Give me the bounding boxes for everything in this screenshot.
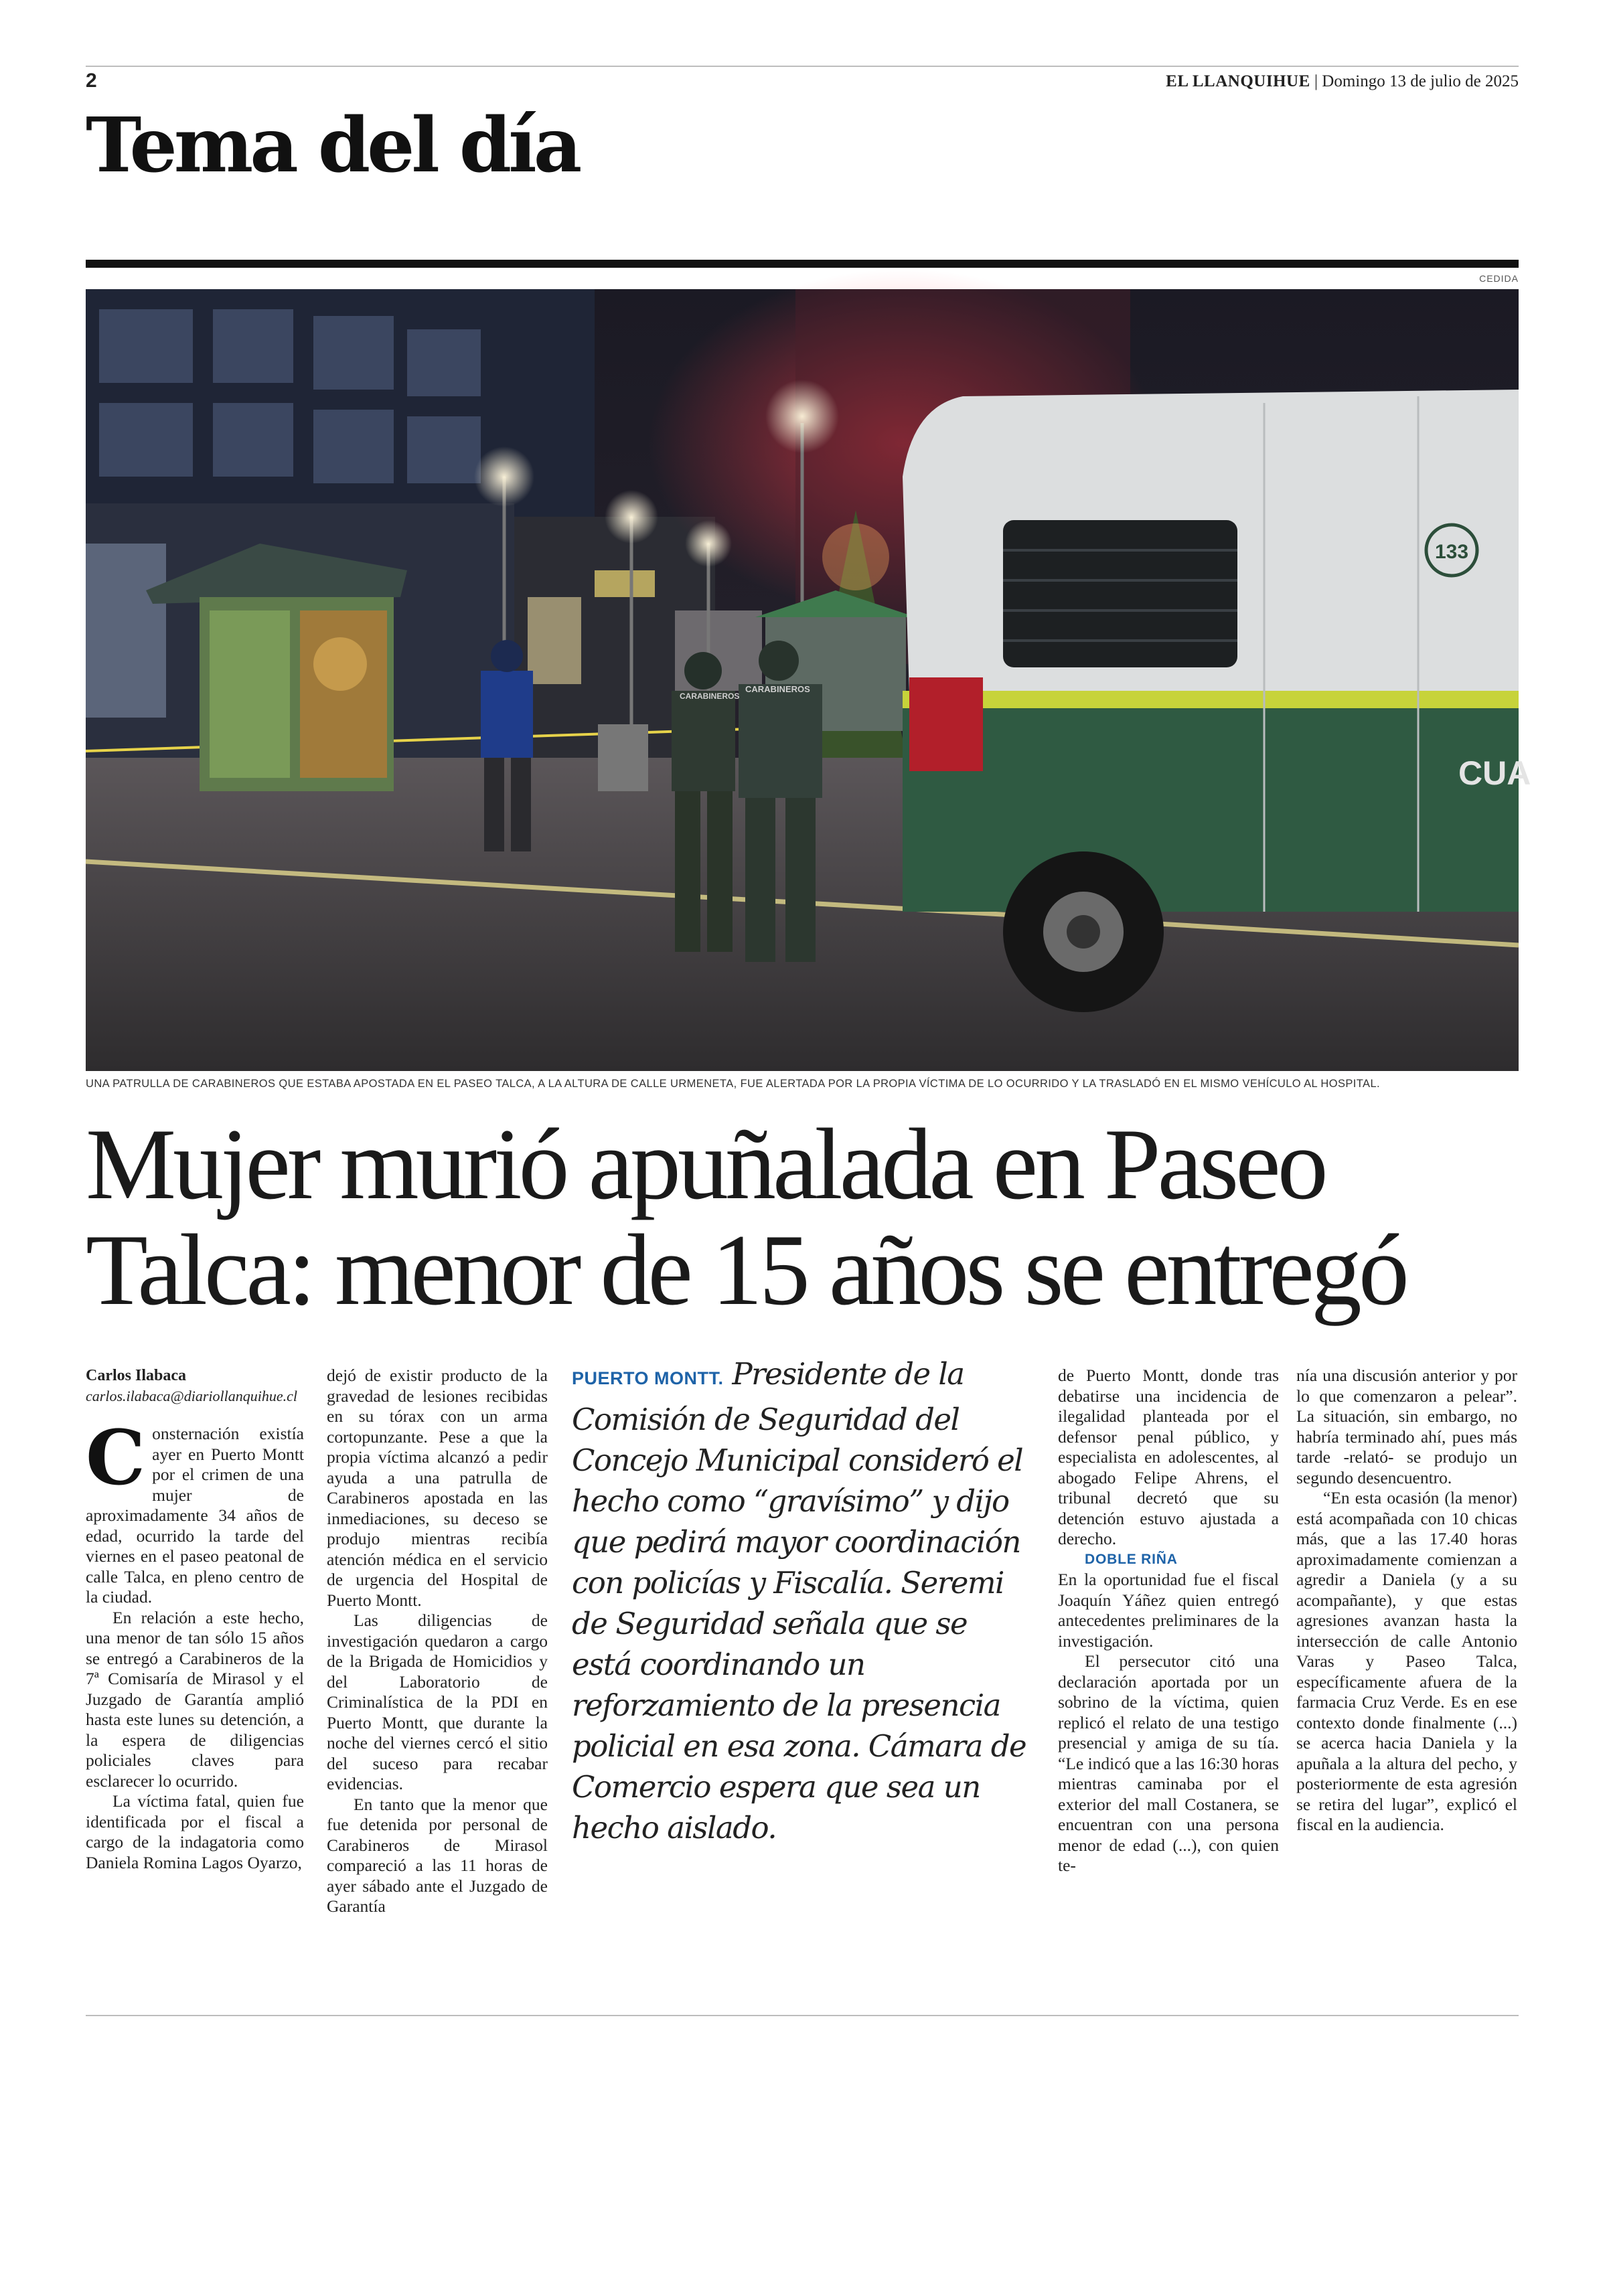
paragraph: de Puerto Montt, donde tras debatirse una incidencia de ilegalidad planteada por el defensor penal público, y especialista en adolescentes, al abogado Felipe Ahrens, el tribunal decretó que su detención estuvo ajustada a derecho. xyxy=(1058,1366,1279,1548)
paragraph: dejó de existir producto de la gravedad de lesiones recibidas en su tórax con un arma cortopunzante. Pese a que la propia víctima alcanzó a pedir ayuda a una patrulla de Carabineros apostada en las inmediaciones, su deceso se produjo mientras recibía atención médica en el servicio de urgencia del Hospital de Puerto Montt. xyxy=(327,1366,548,1610)
issue-date: Domingo 13 de julio de 2025 xyxy=(1322,72,1519,90)
photo-caption: UNA PATRULLA DE CARABINEROS QUE ESTABA APOSTADA EN EL PASEO TALCA, A LA ALTURA DE CALLE URMENETA, FUE ALERTADA POR LA PROPIA VÍCTIMA DE LO OCURRIDO Y LA TRASLADÓ EN EL MISMO VEHÍCULO AL HOSPITAL. xyxy=(86,1078,1380,1090)
paragraph: La víctima fatal, quien fue identificada por el fiscal a cargo de la indagatoria como Daniela Romina Lagos Oyarzo, xyxy=(86,1791,304,1872)
paragraph: Las diligencias de investigación quedaron a cargo de la Brigada de Homicidios y del Laboratorio de Criminalística de la PDI en Puerto Montt, que durante la noche del viernes cercó el sitio del suceso para recabar evidencias. xyxy=(327,1611,548,1793)
masthead-date xyxy=(1166,72,1519,91)
paragraph: nía una discusión anterior y por lo que comenzaron a pelear”. La situación, sin embargo, no habría terminado ahí, pues más tarde -relató- se produjo un segundo desencuentro. xyxy=(1296,1366,1517,1487)
news-photo xyxy=(86,289,1531,1071)
bottom-rule xyxy=(86,2015,1519,2016)
paragraph: “En esta ocasión (la menor) está acompañada con 10 chicas más, que a las 17.40 horas aproximadamente comienzan a agredir a Daniela (y a su acompañante), y que estas agresiones avanzan hasta la intersección de calle Antonio Varas y Paseo Talca, específicamente afuera de la farmacia Cruz Verde. Es en ese contexto donde finalmente (...) se acerca hacia Daniela y la apuñala a la altura del pecho, y posteriormente de esta agresión se retira del lugar”, explicó el fiscal en la audiencia. xyxy=(1296,1488,1517,1834)
section-rule xyxy=(86,260,1519,268)
article-column-4 xyxy=(1058,1366,1279,1876)
byline: Carlos Ilabaca xyxy=(86,1367,186,1384)
author-email: carlos.ilabaca@diariollanquihue.cl xyxy=(86,1387,297,1404)
paragraph: En la oportunidad fue el fiscal Joaquín Yáñez quien entregó antecedentes preliminares de la investigación. xyxy=(1058,1570,1279,1651)
headline-line-1: Mujer murió apuñalada en Paseo xyxy=(86,1108,1325,1220)
article-lead xyxy=(572,1354,1034,1848)
paragraph: En tanto que la menor que fue detenida por personal de Carabineros de Mirasol compareció a las 11 horas de ayer sábado ante el Juzgado de Garantía xyxy=(327,1794,548,1916)
headline-line-2: Talca: menor de 15 años se entregó xyxy=(86,1214,1406,1326)
subhead: DOBLE RIÑA xyxy=(1085,1551,1178,1567)
paragraph: En relación a este hecho, una menor de tan sólo 15 años se entregó a Carabineros de la 7ª Comisaría de Mirasol y el Juzgado de Garantía amplió hasta este lunes su detención, a la espera de diligencias policiales claves para esclarecer lo ocurrido. xyxy=(86,1607,304,1791)
paragraph: Consternación existía ayer en Puerto Montt por el crimen de una mujer de aproximadamente 34 años de edad, ocurrido la tarde del viernes en el paseo peatonal de calle Talca, en pleno centro de la ciudad. xyxy=(86,1414,304,1607)
photo-credit: CEDIDA xyxy=(1479,273,1519,284)
article-column-5 xyxy=(1296,1366,1517,1835)
dateline: PUERTO MONTT. xyxy=(572,1368,724,1388)
masthead-separator: | xyxy=(1314,72,1318,90)
top-rule xyxy=(86,66,1519,67)
article-column-1 xyxy=(86,1366,304,1873)
article-column-2 xyxy=(327,1366,548,1917)
vest-label: CARABINEROS xyxy=(680,691,740,701)
article-headline xyxy=(86,1108,1525,1326)
van-number: 133 xyxy=(1434,541,1469,563)
van-side-text: CUA xyxy=(1458,754,1531,792)
section-title: Tema del día xyxy=(86,102,579,189)
lead-text: Presidente de la Comisión de Seguridad del Concejo Municipal consideró el hecho como “gravísimo” y dijo que pedirá mayor coordinación con policías y Fiscalía. Seremi de Seguridad señala que se está coordinando un reforzamiento de la presencia policial en esa zona. Cámara de Comercio espera que sea un hecho aislado. xyxy=(572,1356,1026,1846)
paragraph: El persecutor citó una declaración aportada por un sobrino de la víctima, quien replicó el relato de una testigo presencial y amiga de su tía. “Le indicó que a las 16:30 horas mientras caminaba por el exterior del mall Costanera, se encuentran con una persona menor de edad (...), con quien te- xyxy=(1058,1651,1279,1875)
vest-label: CARABINEROS xyxy=(745,684,810,694)
newspaper-name: EL LLANQUIHUE xyxy=(1166,72,1310,90)
page-number: 2 xyxy=(86,70,97,92)
dropcap: C xyxy=(86,1414,146,1502)
